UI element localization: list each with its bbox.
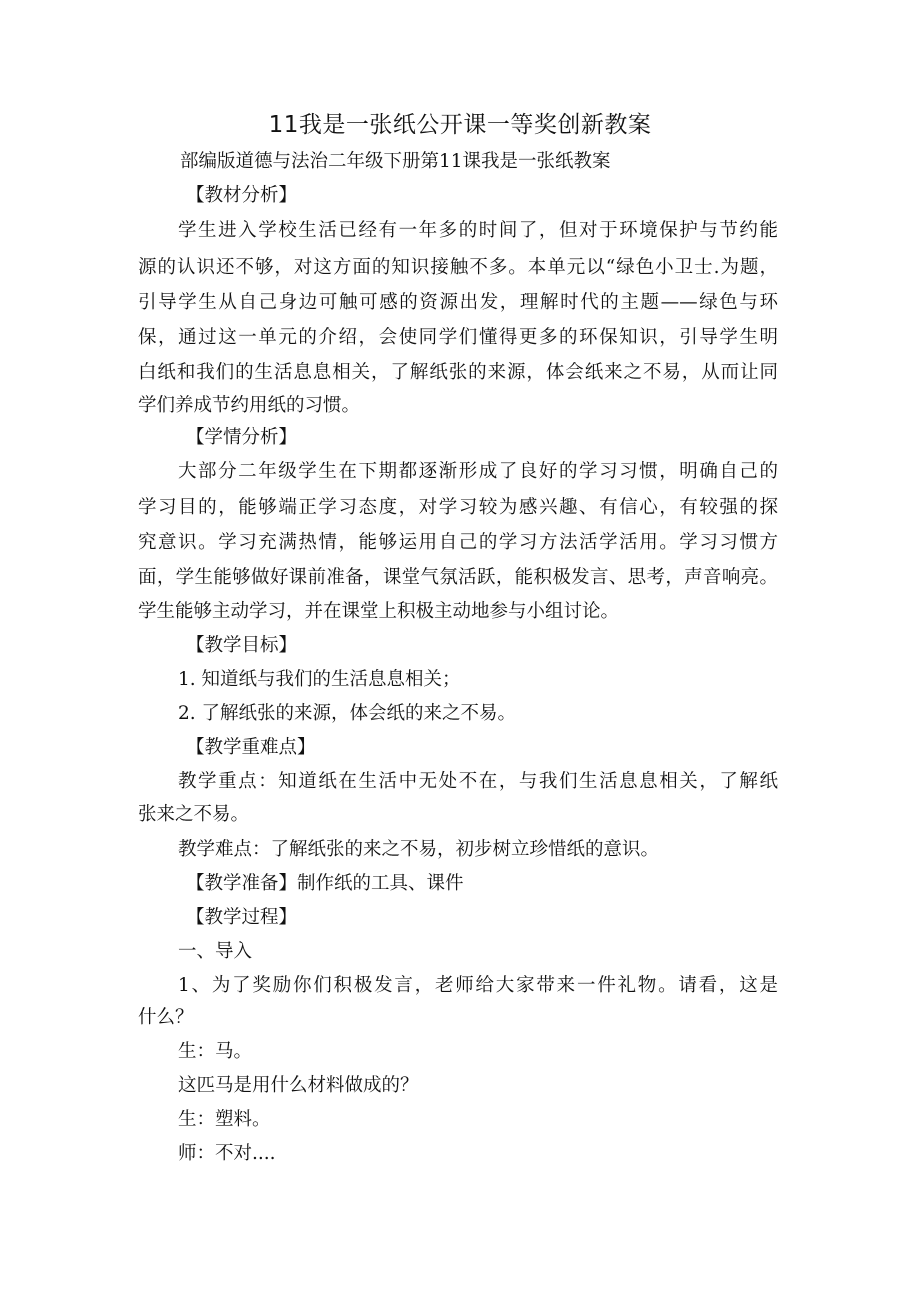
paragraph-line: 教学重点：知道纸在生活中无处不在，与我们生活息息相关，了解纸 bbox=[178, 771, 778, 792]
dialogue-line: 这匹马是用什么材料做成的？ bbox=[178, 1075, 419, 1096]
dialogue-line: 生：马。 bbox=[178, 1041, 253, 1062]
paragraph-line: 教学难点：了解纸张的来之不易，初步树立珍惜纸的意识。 bbox=[178, 839, 660, 860]
paragraph-line: 面，学生能够做好课前准备，课堂气氛活跃，能积极发言、思考，声音响亮。 bbox=[138, 567, 778, 588]
document-subtitle: 部编版道德与法治二年级下册第11课我是一张纸教案 bbox=[180, 151, 611, 172]
section-heading-teaching-goals: 【教学目标】 bbox=[186, 635, 298, 656]
goal-item: 1. 知道纸与我们的生活息息相关； bbox=[178, 669, 461, 690]
paragraph-line: 学生进入学校生活已经有一年多的时间了，但对于环境保护与节约能 bbox=[178, 220, 778, 241]
goal-item: 2. 了解纸张的来源，体会纸的来之不易。 bbox=[178, 703, 517, 724]
paragraph-line: 大部分二年级学生在下期都逐渐形成了良好的学习习惯，明确自己的 bbox=[178, 461, 778, 482]
process-part-title: 一、导入 bbox=[178, 941, 253, 962]
dialogue-line: 生：塑料。 bbox=[178, 1109, 271, 1130]
paragraph-line: 什么？ bbox=[138, 1007, 194, 1028]
paragraph-line: 学习目的，能够端正学习态度，对学习较为感兴趣、有信心，有较强的探 bbox=[138, 497, 778, 518]
paragraph-line: 学生能够主动学习，并在课堂上积极主动地参与小组讨论。 bbox=[138, 601, 620, 622]
dialogue-line: 师：不对.... bbox=[178, 1143, 276, 1164]
paragraph-line: 白纸和我们的生活息息相关，了解纸张的来源，体会纸来之不易，从而让同 bbox=[138, 362, 778, 383]
paragraph-line: 源的认识还不够，对这方面的知识接触不多。本单元以“绿色小卫士.为题， bbox=[138, 257, 778, 278]
paragraph-line: 1、为了奖励你们积极发言，老师给大家带来一件礼物。请看，这是 bbox=[178, 975, 778, 996]
section-heading-teaching-process: 【教学过程】 bbox=[186, 907, 298, 928]
document-title: 11我是一张纸公开课一等奖创新教案 bbox=[268, 112, 652, 138]
paragraph-line: 保，通过这一单元的介绍，会使同学们懂得更多的环保知识，引导学生明 bbox=[138, 327, 778, 348]
section-heading-textbook-analysis: 【教材分析】 bbox=[186, 185, 298, 206]
section-heading-teaching-preparation: 【教学准备】制作纸的工具、课件 bbox=[186, 873, 464, 894]
paragraph-line: 张来之不易。 bbox=[138, 804, 250, 825]
paragraph-line: 究意识。学习充满热情，能够运用自己的学习方法活学活用。学习习惯方 bbox=[138, 532, 778, 553]
section-heading-key-difficult-points: 【教学重难点】 bbox=[186, 737, 316, 758]
paragraph-line: 引导学生从自己身边可触可感的资源出发，理解时代的主题——绿色与环 bbox=[138, 292, 778, 313]
paragraph-line: 学们养成节约用纸的习惯。 bbox=[138, 395, 361, 416]
section-heading-learner-analysis: 【学情分析】 bbox=[186, 427, 298, 448]
